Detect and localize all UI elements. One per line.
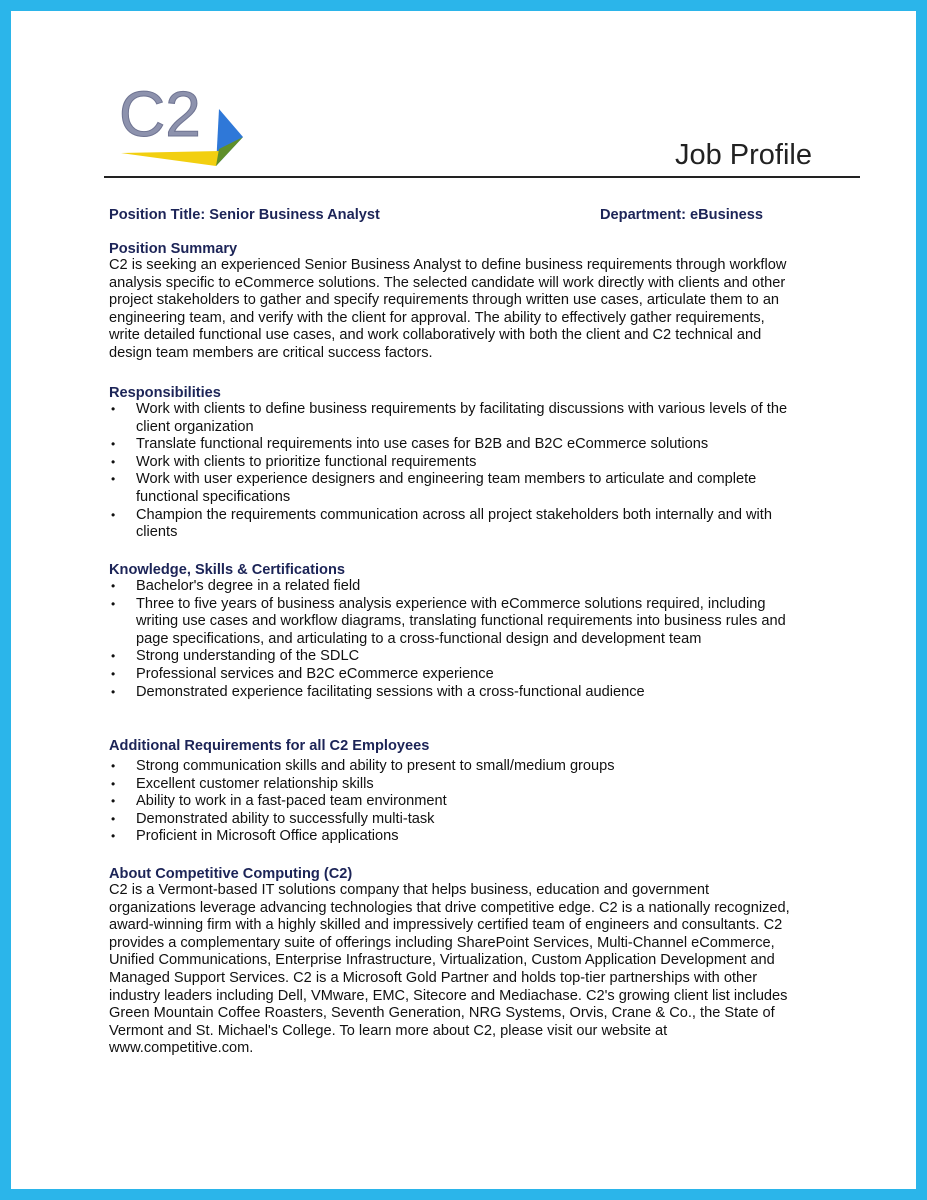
bullet-icon: • [111, 649, 116, 664]
section-heading: Knowledge, Skills & Certifications [109, 562, 345, 578]
list-item [109, 471, 787, 506]
list-item-line: Ability to work in a fast-paced team environment [136, 793, 447, 810]
list-item-line: Work with user experience designers and engineering team members to articulate and complete [136, 471, 757, 488]
paragraph-line: Unified Communications, Enterprise Infrastructure, Virtualization, Custom Application Development and [109, 952, 775, 969]
bullet-icon: • [111, 402, 116, 416]
list-item [109, 648, 786, 666]
paragraph-line: Managed Support Services. C2 is a Microsoft Gold Partner and holds top-tier partnerships with other [109, 969, 758, 986]
page-title: Job Profile [674, 139, 812, 171]
bullet-icon: • [111, 811, 116, 826]
list-item-line: Strong communication skills and ability to present to small/medium groups [136, 758, 615, 774]
list-item [109, 454, 787, 472]
knowledge-section [109, 562, 786, 701]
department: Department: eBusiness [600, 207, 764, 223]
paragraph-line: provides a complementary suite of offerings including SharePoint Services, Multi-Channel eCommerce, [109, 934, 775, 951]
bullet-icon: • [111, 759, 116, 773]
bullet-icon: • [111, 596, 116, 611]
list-item-line: Strong understanding of the SDLC [136, 648, 360, 665]
paragraph-line: write detailed functional use cases, and work collaboratively with both the client and C2 technical and [109, 327, 762, 344]
bullet-icon: • [111, 829, 116, 844]
paragraph-line: industry leaders including Dell, VMware, EMC, Sitecore and Mediachase. C2's growing client list includes [109, 987, 788, 1004]
c2-logo [111, 81, 251, 176]
paragraph-line: design team members are critical success factors. [109, 344, 433, 361]
paragraph-line: Green Mountain Coffee Roasters, Seventh Generation, NRG Systems, Orvis, Crane & Co., the State of [109, 1005, 775, 1022]
paragraph-line: Vermont and St. Michael's College. To learn more about C2, please visit our website at [109, 1022, 668, 1039]
svg-text:C2: C2 [119, 81, 201, 150]
paragraph-line: organizations leverage advancing technologies that drive competitive edge. C2 is a nationally recognized, [109, 899, 790, 916]
list-item [109, 828, 615, 846]
paragraph-line: engineering team, and verify with the client for approval. The ability to effectively gather requirements, [109, 309, 765, 326]
list-item [109, 684, 786, 702]
section-heading: About Competitive Computing (C2) [109, 866, 353, 882]
bullet-icon: • [111, 507, 116, 522]
list-item-line: Proficient in Microsoft Office applications [136, 828, 399, 845]
bullet-icon: • [111, 684, 116, 699]
list-item-line: Work with clients to prioritize functional requirements [136, 453, 477, 470]
bullet-icon: • [111, 472, 116, 487]
bullet-icon: • [111, 454, 116, 469]
section-heading: Additional Requirements for all C2 Employees [109, 738, 430, 754]
list-item-line: Bachelor's degree in a related field [136, 578, 361, 594]
bullet-icon: • [111, 776, 116, 791]
list-item-line: Demonstrated experience facilitating sessions with a cross-functional audience [136, 683, 645, 700]
list-item-line: client organization [136, 418, 254, 435]
list-item [109, 793, 615, 811]
list-item-line: Professional services and B2C eCommerce experience [136, 665, 494, 682]
list-item [109, 436, 787, 454]
list-item [109, 776, 615, 794]
list-item [109, 758, 615, 776]
list-item-line: Three to five years of business analysis experience with eCommerce solutions required, including [136, 595, 766, 612]
bullet-icon: • [111, 666, 116, 681]
about-section [109, 866, 790, 1058]
bullet-icon: • [111, 437, 116, 452]
list-item-line: page specifications, and articulating to a cross-functional design and development team [136, 630, 702, 647]
paragraph-line: C2 is a Vermont-based IT solutions company that helps business, education and government [109, 882, 710, 898]
list-item-line: Translate functional requirements into use cases for B2B and B2C eCommerce solutions [136, 436, 709, 453]
list-item-line: Demonstrated ability to successfully multi-task [136, 810, 435, 827]
section-heading: Responsibilities [109, 385, 221, 401]
bullet-icon: • [111, 794, 116, 809]
list-item [109, 811, 615, 829]
paragraph-line: project stakeholders to gather and specify requirements through written use cases, articulate them to an [109, 292, 780, 309]
list-item [109, 401, 787, 436]
list-item [109, 578, 786, 596]
list-item-line: Work with clients to define business requirements by facilitating discussions with various levels of the [136, 401, 788, 417]
paragraph-line: award-winning firm with a highly skilled and impressively certified team of engineers and consultants. C2 [109, 917, 783, 934]
header-divider [104, 176, 860, 178]
position-title: Position Title: Senior Business Analyst [109, 207, 380, 223]
responsibilities-section [109, 385, 787, 542]
list-item-line: writing use cases and workflow diagrams, translating functional requirements into business rules and [136, 613, 786, 630]
bullet-icon: • [111, 579, 116, 593]
additional-requirements-section [109, 738, 615, 846]
paragraph-line: www.competitive.com. [109, 1040, 254, 1057]
section-heading: Position Summary [109, 241, 238, 257]
position-summary-section [109, 241, 786, 363]
list-item-line: clients [136, 524, 178, 541]
list-item-line: Excellent customer relationship skills [136, 775, 374, 792]
list-item-line: functional specifications [136, 488, 291, 505]
list-item [109, 507, 787, 542]
paragraph-line: analysis specific to eCommerce solutions. The selected candidate will work directly with clients and other [109, 274, 786, 291]
list-item [109, 666, 786, 684]
paragraph-line: C2 is seeking an experienced Senior Business Analyst to define business requirements through workflow [109, 257, 787, 273]
list-item [109, 596, 786, 649]
list-item-line: Champion the requirements communication across all project stakeholders both internally and with [136, 506, 772, 523]
